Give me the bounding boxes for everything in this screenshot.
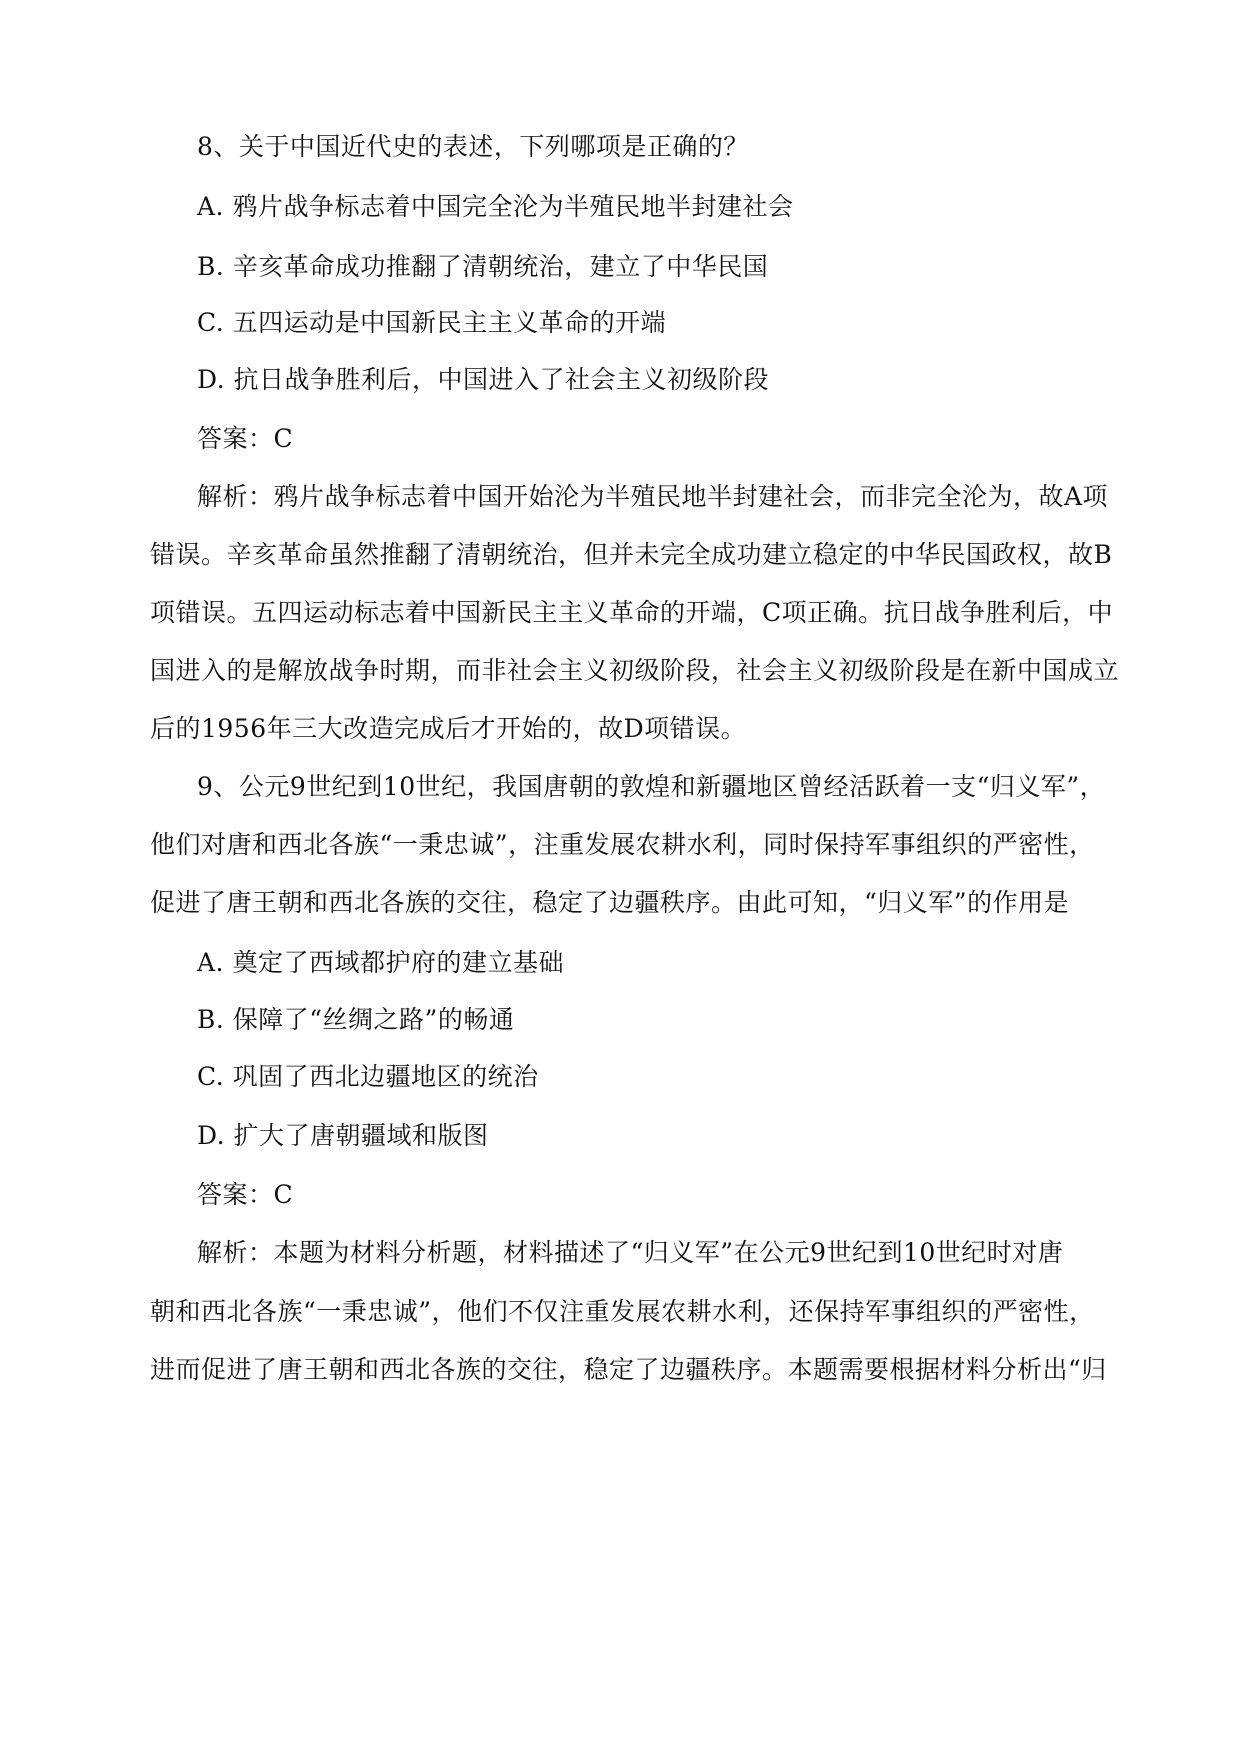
question-8-text: 8、关于中国近代史的表述，下列哪项是正确的？ [197, 132, 749, 161]
question-9-option-c: C. 巩固了西北边疆地区的统治 [197, 1062, 539, 1091]
question-9-analysis-line-3: 进而促进了唐王朝和西北各族的交往，稳定了边疆秩序。本题需要根据材料分析出“归 [150, 1355, 1107, 1384]
question-8-option-b: B. 辛亥革命成功推翻了清朝统治，建立了中华民国 [197, 252, 769, 281]
question-8-option-a: A. 鸦片战争标志着中国完全沦为半殖民地半封建社会 [197, 192, 794, 221]
question-9-text-line-3: 促进了唐王朝和西北各族的交往，稳定了边疆秩序。由此可知，“归义军”的作用是 [150, 888, 1070, 917]
question-8-analysis-line-5: 后的1956年三大改造完成后才开始的，故D项错误。 [150, 714, 747, 743]
question-8-analysis-line-4: 国进入的是解放战争时期，而非社会主义初级阶段，社会主义初级阶段是在新中国成立 [150, 656, 1120, 685]
question-8-answer: 答案：C [197, 424, 294, 453]
question-9-option-d: D. 扩大了唐朝疆域和版图 [197, 1121, 489, 1150]
question-9-analysis-line-2: 朝和西北各族“一秉忠诚”，他们不仅注重发展农耕水利，还保持军事组织的严密性， [150, 1297, 1095, 1326]
question-9-option-b: B. 保障了“丝绸之路”的畅通 [197, 1005, 515, 1034]
question-9-text-line-1: 9、公元9世纪到10世纪，我国唐朝的敦煌和新疆地区曾经活跃着一支“归义军”， [197, 772, 1106, 801]
question-8-option-d: D. 抗日战争胜利后，中国进入了社会主义初级阶段 [197, 365, 770, 394]
question-9-analysis-line-1: 解析：本题为材料分析题，材料描述了“归义军”在公元9世纪到10世纪时对唐 [197, 1238, 1064, 1267]
question-9-option-a: A. 奠定了西域都护府的建立基础 [197, 948, 564, 977]
question-8-analysis-line-3: 项错误。五四运动标志着中国新民主主义革命的开端，C项正确。抗日战争胜利后，中 [150, 598, 1114, 627]
question-8-analysis-line-2: 错误。辛亥革命虽然推翻了清朝统治，但并未完全成功建立稳定的中华民国政权，故B [150, 540, 1113, 569]
question-8-analysis-line-1: 解析：鸦片战争标志着中国开始沦为半殖民地半封建社会，而非完全沦为，故A项 [197, 482, 1109, 511]
question-8-option-c: C. 五四运动是中国新民主主义革命的开端 [197, 308, 667, 337]
question-9-text-line-2: 他们对唐和西北各族“一秉忠诚”，注重发展农耕水利，同时保持军事组织的严密性， [150, 830, 1095, 859]
question-9-answer: 答案：C [197, 1180, 294, 1209]
